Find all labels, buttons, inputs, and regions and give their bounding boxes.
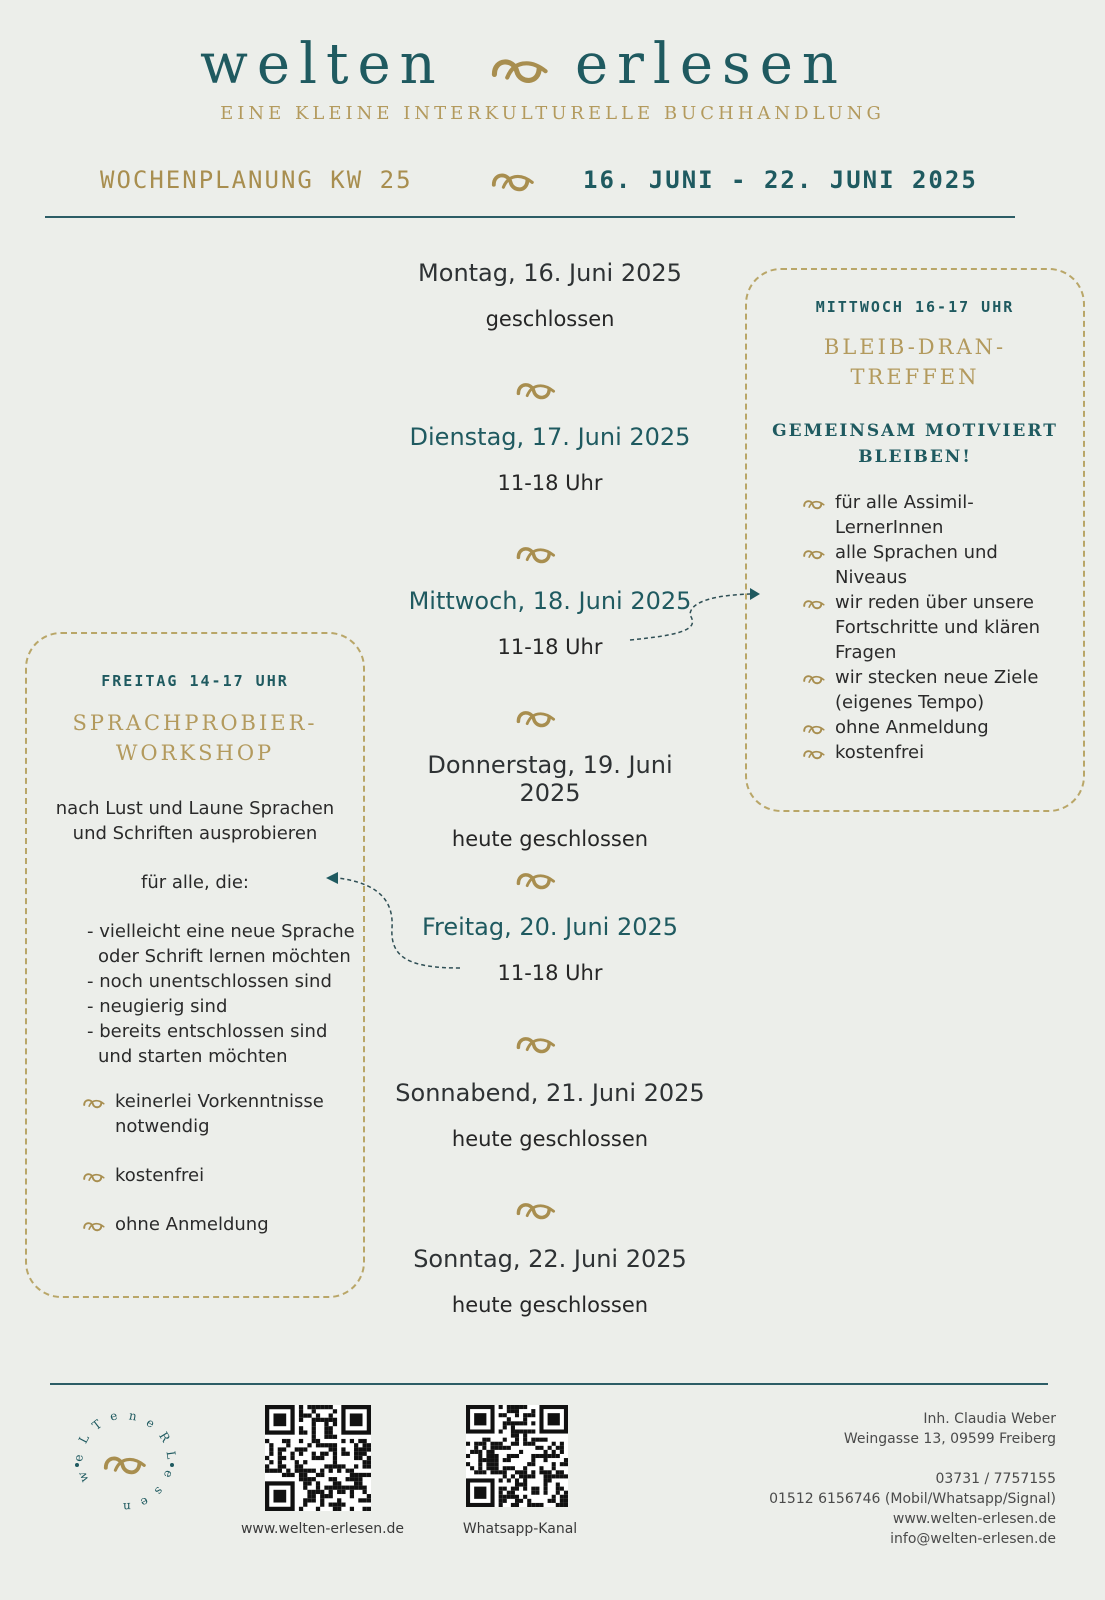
- bullet-text-line: ohne Anmeldung: [115, 1214, 269, 1235]
- day-status: geschlossen: [485, 307, 615, 331]
- seal-letter: L: [163, 1449, 179, 1460]
- wednesday-event-card: [745, 268, 1085, 812]
- day-sunday: [395, 1245, 705, 1317]
- audience-line: - vielleicht eine neue Sprache: [87, 921, 355, 942]
- owner-name: Inh. Claudia Weber: [923, 1411, 1056, 1427]
- day-title: Freitag, 20. Juni 2025: [421, 913, 679, 941]
- bullet-ornament-icon: [83, 1170, 105, 1183]
- seal-letter: L: [76, 1432, 93, 1447]
- audience-line: - bereits entschlossen sind: [87, 1021, 328, 1042]
- event-bullet-list: [83, 1089, 363, 1237]
- bullet-text-line: kostenfrei: [115, 1165, 205, 1186]
- whatsapp-qr-code[interactable]: [466, 1405, 568, 1507]
- brand-name-left: welten: [200, 32, 445, 97]
- bullet-ornament-icon: [83, 1096, 105, 1109]
- event-heading-line2: TREFFEN: [850, 365, 980, 389]
- brand-name-right: erlesen: [575, 32, 847, 97]
- bullet-text-line: keinerlei Vorkenntnisse: [115, 1091, 324, 1112]
- mobile: 01512 6156746 (Mobil/Whatsapp/Signal): [769, 1491, 1056, 1507]
- bullet-text-line: kostenfrei: [835, 742, 925, 763]
- address: Weingasse 13, 09599 Freiberg: [843, 1431, 1056, 1447]
- day-title: Sonntag, 22. Juni 2025: [413, 1245, 687, 1273]
- day-saturday: [395, 1079, 705, 1151]
- seal-letter: e: [143, 1415, 158, 1431]
- bullet-ornament-icon: [803, 497, 825, 510]
- event-heading-line1: SPRACHPROBIER-: [72, 711, 318, 735]
- event-intro-line1: nach Lust und Laune Sprachen: [55, 798, 335, 819]
- bullet-ornament-icon: [803, 672, 825, 685]
- event-time: MITTWOCH 16-17 UHR: [815, 298, 1015, 316]
- bullet-item: [803, 490, 1075, 540]
- week-label: WOCHENPLANUNG KW 25: [100, 166, 413, 194]
- event-time: FREITAG 14-17 UHR: [101, 672, 289, 690]
- phone: 03731 / 7757155: [935, 1471, 1056, 1487]
- event-audience-label: für alle, die:: [141, 872, 249, 893]
- event-subheading-line1: GEMEINSAM MOTIVIERT: [772, 421, 1058, 441]
- day-title: Montag, 16. Juni 2025: [418, 259, 682, 287]
- seal-letter: n: [122, 1499, 131, 1515]
- bullet-item: [83, 1089, 363, 1139]
- divider-ornament-icon: [516, 378, 556, 400]
- bullet-item: [803, 740, 1075, 765]
- day-thursday: [395, 751, 705, 851]
- website-qr-code[interactable]: [265, 1405, 371, 1511]
- event-heading-line2: WORKSHOP: [115, 741, 275, 765]
- divider-ornament-icon: [516, 706, 556, 728]
- bullet-text-line: ohne Anmeldung: [835, 717, 989, 738]
- bullet-text-line: notwendig: [115, 1116, 210, 1137]
- audience-line: oder Schrift lernen möchten: [98, 946, 351, 967]
- seal-letter: w: [74, 1469, 92, 1484]
- seal-logo: [70, 1407, 180, 1517]
- bullet-text-line: (eigenes Tempo): [835, 692, 985, 713]
- bullet-ornament-icon: [803, 722, 825, 735]
- email-link[interactable]: info@welten-erlesen.de: [890, 1531, 1056, 1547]
- bullet-item: [83, 1163, 363, 1188]
- divider-ornament-icon: [516, 1198, 556, 1220]
- bullet-text-line: Fortschritte und klären: [835, 617, 1041, 638]
- audience-line: - noch unentschlossen sind: [87, 971, 332, 992]
- seal-letter: e: [161, 1468, 177, 1480]
- tagline: EINE KLEINE INTERKULTURELLE BUCHHANDLUNG: [220, 103, 885, 124]
- divider-ornament-icon: [516, 1032, 556, 1054]
- footer-divider: [50, 1383, 1048, 1385]
- seal-letter: R: [156, 1429, 173, 1445]
- bullet-ornament-icon: [83, 1219, 105, 1232]
- bullet-text-line: Niveaus: [835, 567, 908, 588]
- website-qr-label: www.welten-erlesen.de: [240, 1521, 405, 1537]
- seal-dot: [75, 1463, 79, 1467]
- seal-letter: e: [71, 1453, 86, 1462]
- bullet-ornament-icon: [803, 547, 825, 560]
- bullet-text-line: wir stecken neue Ziele: [835, 667, 1039, 688]
- bullet-text-line: Fragen: [835, 642, 897, 663]
- bullet-item: [803, 715, 1075, 740]
- seal-dot: [170, 1463, 174, 1467]
- bullet-item: [803, 665, 1075, 715]
- divider-ornament-icon: [516, 542, 556, 564]
- seal-letter: T: [89, 1416, 105, 1433]
- seal-letter: n: [127, 1408, 138, 1424]
- event-bullet-list: [803, 490, 1075, 765]
- event-audience-list: [87, 919, 363, 1069]
- day-title: Dienstag, 17. Juni 2025: [409, 423, 691, 451]
- seal-letter: s: [151, 1483, 167, 1498]
- bullet-ornament-icon: [803, 747, 825, 760]
- brand-ornament-icon: [486, 52, 554, 84]
- day-monday: [395, 259, 705, 331]
- event-heading-line1: BLEIB-DRAN-: [823, 335, 1007, 359]
- audience-line: - neugierig sind: [87, 996, 228, 1017]
- website-link[interactable]: www.welten-erlesen.de: [892, 1511, 1056, 1527]
- event-subheading-line2: BLEIBEN!: [858, 447, 972, 467]
- week-range: 16. JUNI - 22. JUNI 2025: [583, 166, 978, 194]
- audience-line: und starten möchten: [98, 1046, 288, 1067]
- bullet-item: [83, 1212, 363, 1237]
- day-status: 11-18 Uhr: [497, 961, 603, 985]
- seal-letter: e: [138, 1494, 151, 1511]
- bullet-text-line: LernerInnen: [835, 517, 944, 538]
- whatsapp-qr-label: Whatsapp-Kanal: [462, 1521, 578, 1537]
- divider-ornament-icon: [516, 868, 556, 890]
- day-title: Mittwoch, 18. Juni 2025: [408, 587, 692, 615]
- friday-event-card: [25, 632, 365, 1298]
- bullet-ornament-icon: [803, 597, 825, 610]
- bullet-text-line: für alle Assimil-: [835, 492, 974, 513]
- day-tuesday: [395, 423, 705, 495]
- seal-letter: e: [108, 1408, 119, 1425]
- event-intro-line2: und Schriften ausprobieren: [72, 823, 318, 844]
- week-ornament-icon: [490, 168, 536, 192]
- day-status: heute geschlossen: [451, 1293, 649, 1317]
- bullet-item: [803, 590, 1075, 665]
- day-title: Sonnabend, 21. Juni 2025: [395, 1079, 705, 1107]
- header-divider: [45, 216, 1015, 218]
- bullet-text-line: alle Sprachen und: [835, 542, 998, 563]
- day-status: heute geschlossen: [451, 1127, 649, 1151]
- contact-block: [700, 1409, 1056, 1549]
- day-status: heute geschlossen: [451, 827, 649, 851]
- day-status: 11-18 Uhr: [497, 471, 603, 495]
- bullet-text-line: wir reden über unsere: [835, 592, 1034, 613]
- day-title: Donnerstag, 19. Juni 2025: [427, 751, 673, 807]
- day-status: 11-18 Uhr: [497, 635, 603, 659]
- seal-ornament-icon: [102, 1451, 148, 1475]
- bullet-item: [803, 540, 1075, 590]
